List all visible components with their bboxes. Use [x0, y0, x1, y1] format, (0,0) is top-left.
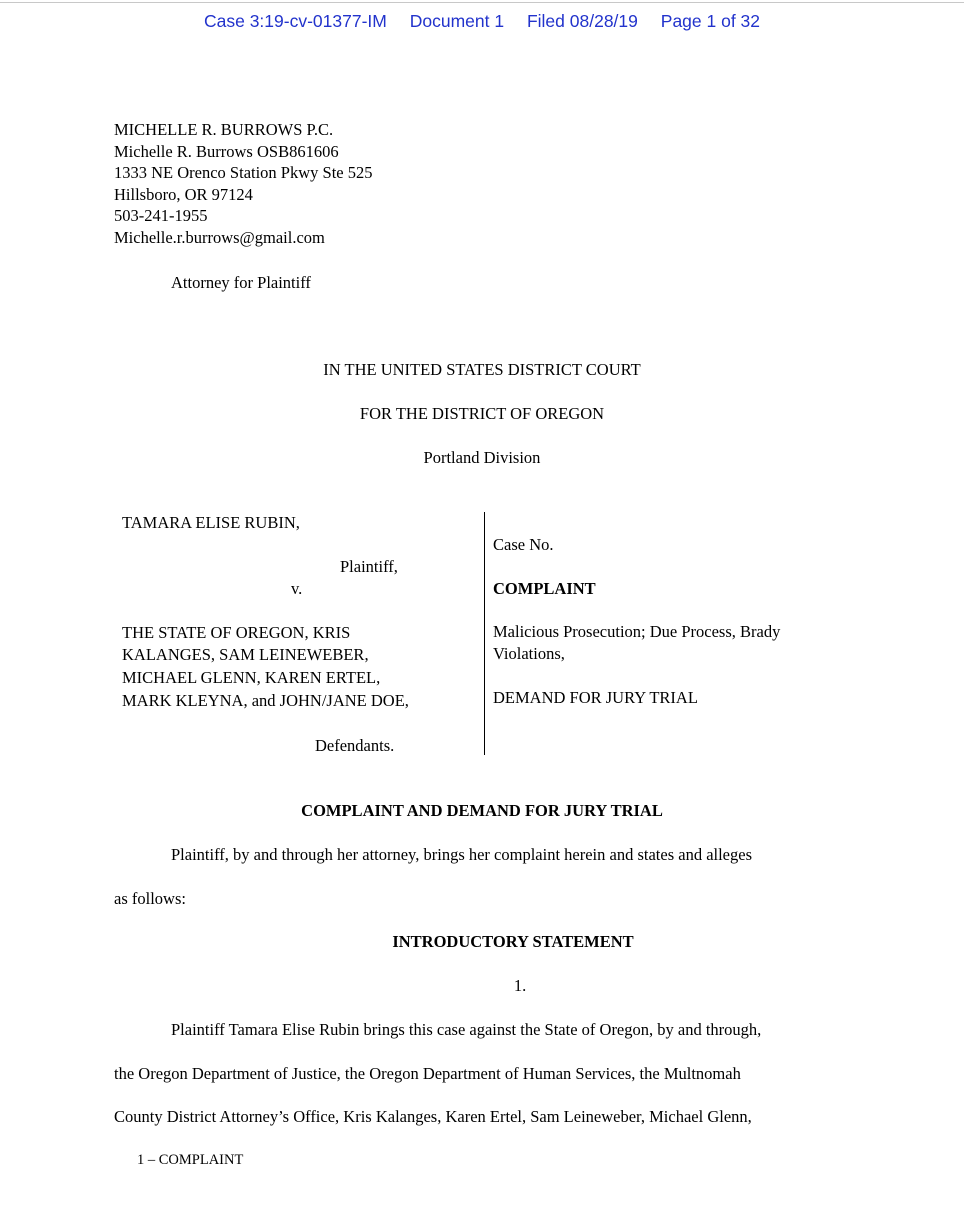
paragraph-number: 1. — [513, 976, 527, 995]
jury-demand: DEMAND FOR JURY TRIAL — [493, 688, 698, 707]
defendants-line: MARK KLEYNA, and JOHN/JANE DOE, — [122, 691, 409, 710]
attorney-name: Michelle R. Burrows OSB861606 — [114, 142, 339, 161]
defendants-line: KALANGES, SAM LEINEWEBER, — [122, 645, 369, 664]
page-top-border — [0, 2, 964, 3]
complaint-title: COMPLAINT AND DEMAND FOR JURY TRIAL — [301, 801, 663, 820]
court-division: Portland Division — [423, 448, 541, 467]
document-type: COMPLAINT — [493, 579, 596, 598]
defendants-line: THE STATE OF OREGON, KRIS — [122, 623, 351, 642]
versus: v. — [291, 579, 303, 598]
claims-line: Malicious Prosecution; Due Process, Brady — [493, 622, 781, 641]
caption-divider — [484, 512, 485, 755]
intro-text: Plaintiff, by and through her attorney, brings her complaint herein and states and alleges — [171, 845, 753, 864]
claims-line: Violations, — [493, 644, 565, 663]
plaintiff-name: TAMARA ELISE RUBIN, — [122, 513, 300, 532]
paragraph-text: Plaintiff Tamara Elise Rubin brings this case against the State of Oregon, by and through, — [171, 1020, 762, 1039]
court-district: FOR THE DISTRICT OF OREGON — [359, 404, 605, 423]
attorney-city: Hillsboro, OR 97124 — [114, 185, 253, 204]
court-name: IN THE UNITED STATES DISTRICT COURT — [323, 360, 641, 379]
attorney-phone: 503-241-1955 — [114, 206, 208, 225]
header-filed-date: Filed 08/28/19 — [526, 11, 638, 31]
defendants-label: Defendants. — [315, 736, 395, 755]
intro-text: as follows: — [114, 889, 186, 908]
defendants-line: MICHAEL GLENN, KAREN ERTEL, — [122, 668, 381, 687]
attorney-street: 1333 NE Orenco Station Pkwy Ste 525 — [114, 163, 373, 182]
attorney-email: Michelle.r.burrows@gmail.com — [114, 228, 325, 247]
page-footer: 1 – COMPLAINT — [137, 1152, 244, 1168]
paragraph-text: County District Attorney’s Office, Kris Kalanges, Karen Ertel, Sam Leineweber, Michael Glenn, — [114, 1107, 752, 1126]
plaintiff-label: Plaintiff, — [340, 557, 398, 576]
header-document: Document 1 — [409, 11, 505, 31]
header-page-number: Page 1 of 32 — [660, 11, 761, 31]
header-case-number: Case 3:19-cv-01377-IM — [203, 11, 387, 31]
paragraph-text: the Oregon Department of Justice, the Oregon Department of Human Services, the Multnomah — [114, 1064, 741, 1083]
attorney-firm: MICHELLE R. BURROWS P.C. — [114, 120, 334, 139]
attorney-role: Attorney for Plaintiff — [171, 273, 311, 292]
ecf-header — [0, 11, 964, 32]
case-number-label: Case No. — [493, 535, 554, 554]
section-heading: INTRODUCTORY STATEMENT — [392, 932, 634, 951]
